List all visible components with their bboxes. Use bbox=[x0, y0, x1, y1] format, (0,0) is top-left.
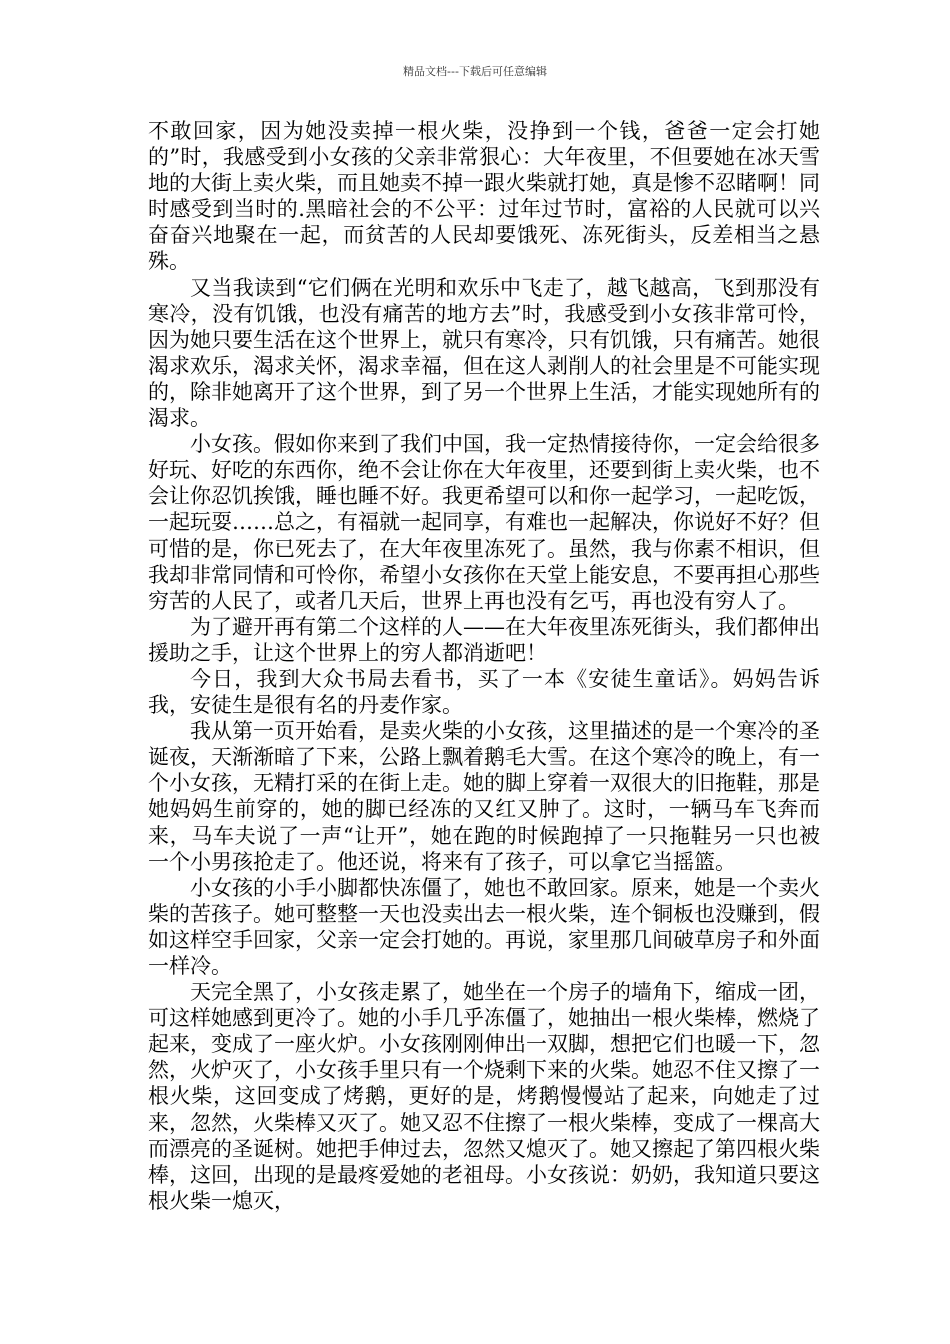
paragraph: 今日，我到大众书局去看书，买了一本《安徒生童话》。妈妈告诉我，安徒生是很有名的丹麦作家。 bbox=[148, 666, 820, 718]
paragraph: 又当我读到“它们俩在光明和欢乐中飞走了，越飞越高，飞到那没有寒冷，没有饥饿，也没有痛苦的地方去”时，我感受到小女孩非常可怜，因为她只要生活在这个世界上，就只有寒冷，只有饥饿，只有痛苦。她很渴求欢乐，渴求关怀，渴求幸福，但在这人剥削人的社会里是不可能实现的，除非她离开了这个世界，到了另一个世界上生活，才能实现她所有的渴求。 bbox=[148, 275, 820, 431]
page-header: 精品文档---下载后可任意编辑 bbox=[403, 65, 547, 78]
paragraph: 小女孩。假如你来到了我们中国，我一定热情接待你，一定会给很多好玩、好吃的东西你，绝不会让你在大年夜里，还要到街上卖火柴，也不会让你忍饥挨饿，睡也睡不好。我更希望可以和你一起学习，一起吃饭，一起玩耍……总之，有福就一起同享，有难也一起解决，你说好不好？但可惜的是，你已死去了，在大年夜里冻死了。虽然，我与你素不相识，但我却非常同情和可怜你，希望小女孩你在天堂上能安息，不要再担心那些穷苦的人民了，或者几天后，世界上再也没有乞丐，再也没有穷人了。 bbox=[148, 432, 820, 613]
paragraph: 不敢回家，因为她没卖掉一根火柴，没挣到一个钱，爸爸一定会打她的”时，我感受到小女孩的父亲非常狠心：大年夜里，不但要她在冰天雪地的大街上卖火柴，而且她卖不掉一跟火柴就打她，真是惨不忍睹啊！同时感受到当时的.黑暗社会的不公平：过年过节时，富裕的人民就可以兴奋奋兴地聚在一起，而贫苦的人民却要饿死、冻死街头，反差相当之悬殊。 bbox=[148, 119, 820, 274]
document-body bbox=[148, 118, 820, 1214]
paragraph: 我从第一页开始看，是卖火柴的小女孩，这里描述的是一个寒冷的圣诞夜，天渐渐暗了下来，公路上飘着鹅毛大雪。在这个寒冷的晚上，有一个小女孩，无精打采的在街上走。她的脚上穿着一双很大的旧拖鞋，那是她妈妈生前穿的，她的脚已经冻的又红又肿了。这时，一辆马车飞奔而来，马车夫说了一声“让开”，她在跑的时候跑掉了一只拖鞋另一只也被一个小男孩抢走了。他还说，将来有了孩子，可以拿它当摇篮。 bbox=[148, 719, 820, 874]
paragraph: 小女孩的小手小脚都快冻僵了，她也不敢回家。原来，她是一个卖火柴的苦孩子。她可整整一天也没卖出去一根火柴，连个铜板也没赚到，假如这样空手回家，父亲一定会打她的。再说，家里那几间破草房子和外面一样冷。 bbox=[148, 875, 820, 978]
paragraph: 天完全黑了，小女孩走累了，她坐在一个房子的墙角下，缩成一团，可这样她感到更冷了。她的小手几乎冻僵了，她抽出一根火柴棒，燃烧了起来，变成了一座火炉。小女孩刚刚伸出一双脚，想把它们也暖一下，忽然，火炉灭了，小女孩手里只有一个烧剩下来的火柴。她忍不住又擦了一根火柴，这回变成了烤鹅，更好的是，烤鹅慢慢站了起来，向她走了过来，忽然，火柴棒又灭了。她又忍不住擦了一根火柴棒，变成了一棵高大而漂亮的圣诞树。她把手伸过去，忽然又熄灭了。她又擦起了第四根火柴棒，这回，出现的是最疼爱她的老祖母。小女孩说：奶奶，我知道只要这根火柴一熄灭， bbox=[148, 980, 820, 1213]
paragraph: 为了避开再有第二个这样的人——在大年夜里冻死街头，我们都伸出援助之手，让这个世界上的穷人都消逝吧！ bbox=[148, 614, 820, 665]
